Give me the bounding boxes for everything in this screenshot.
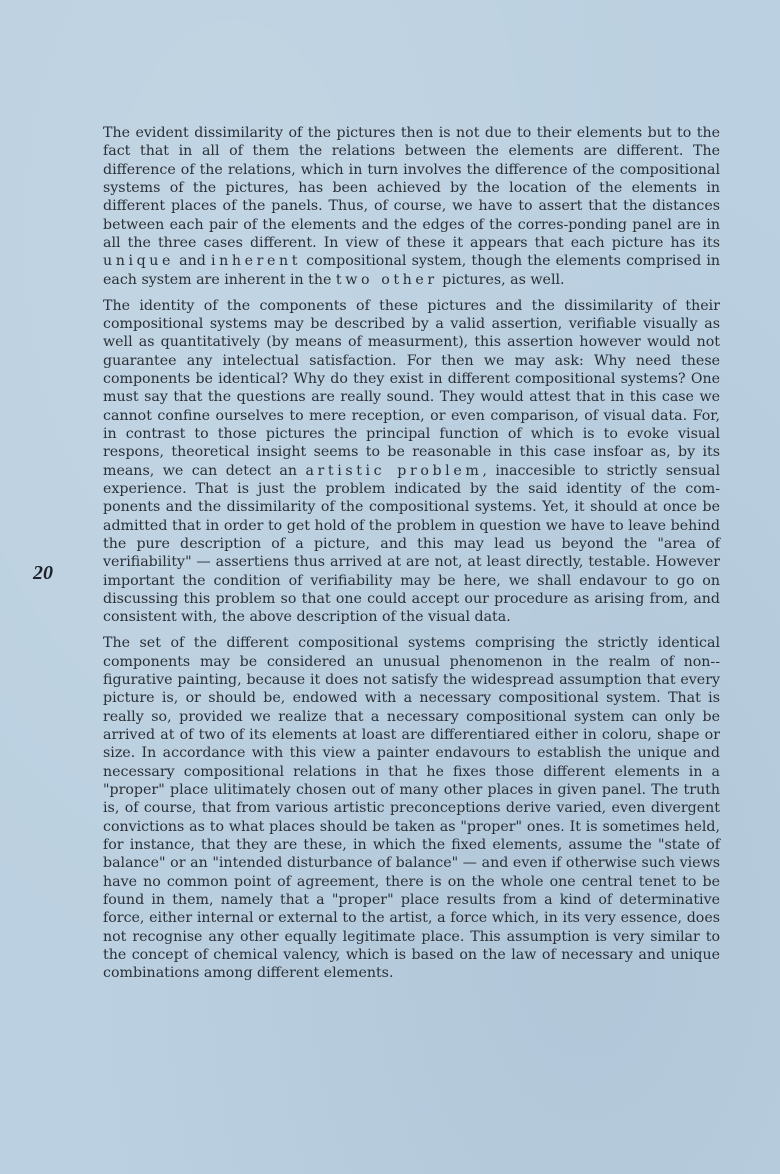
- paragraph-2-text-b: , inaccesible to strictly sensual experience. That is just the problem indicated by the said identity of the com-ponents and the dissimilarity of the compositional systems. Yet, it should at once be admitted that in order to get hold of the problem in question we have to leave behind the pure description of a picture, and this may lead us beyond the "area of verifiability" — assertiens thus arrived at are not, at least directly, testable. However important the condition of verifiability may be here, we shall endavour to go on discussing this problem so that one could accept our procedure as arising from, and consistent with, the above description of the visual data.: [103, 462, 720, 626]
- emphasis-artistic-problem: artistic problem: [305, 462, 483, 479]
- emphasis-unique: unique: [103, 253, 175, 270]
- paragraph-1: [103, 124, 720, 289]
- emphasis-inherent: inherent: [211, 253, 302, 270]
- body-text: [103, 124, 720, 990]
- paragraph-2-text-a: The identity of the components of these pictures and the dissimilarity of their compositional systems may be described by a valid assertion, verifiable visually as well as quantitatively (by means of measurment), this assertion however would not guarantee any intelectual satisfaction. For then we may ask: Why need these components be identical? Why do they exist in different compositional systems? One must say that the questions are really sound. They would attest that in this case we cannot confine ourselves to mere reception, or even comparison, of visual data. For, in contrast to those pictures the principal function of which is to evoke visual respons, theoretical insight seems to be reasonable in this case insfoar as, by its means, we can detect an: [103, 297, 720, 479]
- paragraph-1-text-b: and: [174, 253, 211, 270]
- paragraph-3: The set of the different compositional systems comprising the strictly identical components may be considered an unusual phenomenon in the realm of non--figurative painting, because it does not satisfy the widespread assumption that every picture is, or should be, endowed with a necessary compositional system. That is really so, provided we realize that a necessary compositional system can only be arrived at of two of its elements at loast are differentiared either in coloru, shape or size. In accordance with this view a painter endavours to establish the unique and necessary compositional relations in that he fixes those different elements in a "proper" place ulitimately chosen out of many other places in given panel. The truth is, of course, that from various artistic preconceptions derive varied, even divergent convictions as to what places should be taken as "proper" ones. It is sometimes held, for instance, that they are these, in which the fixed elements, assume the "state of balance" or an "intended disturbance of balance" — and even if otherwise such views have no common point of agreement, there is on the whole one central tenet to be found in them, namely that a "proper" place results from a kind of determinative force, either internal or external to the artist, a force which, in its very essence, does not recognise any other equally legitimate place. This assumption is very similar to the concept of chemical valency, which is based on the law of necessary and unique combinations among different elements.: [103, 635, 720, 982]
- paragraph-1-text-a: The evident dissimilarity of the pictures then is not due to their elements but to the fact that in all of them the relations between the elements are different. The difference of the relations, which in turn involves the difference of the compositional systems of the pictures, has been achieved by the location of the elements in different places of the panels. Thus, of course, we have to assert that the distances between each pair of the elements and the edges of the corres-ponding panel are in all the three cases different. In view of these it appears that each picture has its: [103, 125, 720, 252]
- paragraph-2: [103, 297, 720, 627]
- paragraph-1-text-c: compositional system, though the elements comprised in each system are inherent in the: [103, 253, 720, 288]
- paragraph-1-text-d: pictures, as well.: [437, 271, 565, 288]
- emphasis-two-other: two other: [335, 271, 438, 288]
- page-number: 20: [33, 562, 53, 584]
